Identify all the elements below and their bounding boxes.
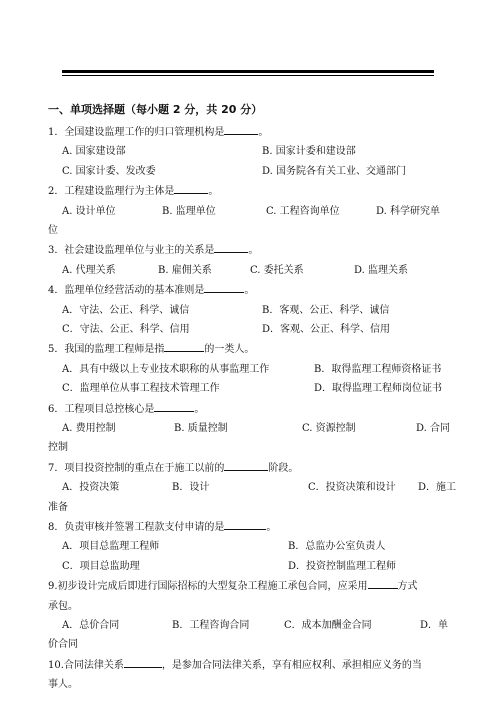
option-d[interactable]: D. 监理关系	[354, 264, 409, 276]
question-2-options	[48, 202, 458, 221]
option-c[interactable]: C．投资决策和设计	[308, 482, 396, 494]
question-6-options	[48, 419, 458, 438]
question-2-stem: 2．工程建设监理行为主体是 。	[48, 181, 458, 201]
question-3-stem: 3．社会建设监理单位与业主的关系是 。	[48, 240, 458, 260]
option-wrap: 控制	[48, 442, 68, 454]
section-title: 一、单项选择题（每小题 2 分，共 20 分）	[48, 103, 263, 116]
option-a[interactable]: A. 费用控制	[62, 422, 116, 434]
question-7-stem: 7．项目投资控制的重点在于施工以前的 阶段。	[48, 458, 458, 478]
option-a[interactable]: A．项目总监理工程师	[62, 541, 160, 553]
question-5-options	[48, 360, 458, 379]
option-d[interactable]: D．单	[420, 619, 449, 631]
option-b[interactable]: B．设计	[172, 482, 210, 494]
header-rule-thick	[62, 70, 434, 73]
answer-blank[interactable]	[154, 399, 194, 412]
option-b[interactable]: B. 国家计委和建设部	[262, 146, 356, 158]
option-c[interactable]: C. 工程咨询单位	[266, 205, 340, 217]
option-d[interactable]: D．施工	[418, 482, 457, 494]
question-3-options	[48, 261, 458, 280]
stem-wrap: 承包。	[48, 600, 78, 612]
answer-blank[interactable]	[224, 122, 258, 135]
question-4-options	[48, 301, 458, 320]
answer-blank[interactable]	[224, 458, 268, 471]
option-a[interactable]: A．总价合同	[62, 619, 120, 631]
question-8-stem: 8．负责审核并签署工程款支付申请的是 。	[48, 517, 458, 537]
stem-wrap: 事人。	[48, 679, 78, 691]
answer-blank[interactable]	[224, 517, 266, 530]
option-a[interactable]: A. 代理关系	[62, 264, 116, 276]
option-c[interactable]: C．项目总监助理	[62, 560, 140, 572]
question-6-stem: 6．工程项目总控核心是 。	[48, 399, 458, 419]
option-wrap: 价合同	[48, 639, 78, 651]
option-b[interactable]: B．客观、公正、科学、诚信	[262, 304, 390, 316]
question-9-options	[48, 616, 458, 635]
option-a[interactable]: A. 设计单位	[62, 205, 116, 217]
option-b[interactable]: B．取得监理工程师资格证书	[314, 363, 442, 375]
option-wrap: 准备	[48, 501, 68, 513]
question-4-stem: 4．监理单位经营活动的基本准则是 。	[48, 280, 458, 300]
option-a[interactable]: A. 国家建设部	[62, 146, 126, 158]
option-d[interactable]: D．投资控制监理工程师	[288, 560, 397, 572]
option-c[interactable]: C. 资源控制	[302, 422, 356, 434]
question-10-stem: 10.合同法律关系 ，是参加合同法律关系，享有相应权利、承担相应义务的当	[48, 655, 458, 675]
question-1-options	[48, 142, 458, 161]
option-d[interactable]: D. 科学研究单	[376, 205, 441, 217]
answer-blank[interactable]	[174, 181, 208, 194]
option-c[interactable]: C．监理单位从事工程技术管理工作	[62, 383, 220, 395]
option-c[interactable]: C. 委托关系	[250, 264, 304, 276]
option-b[interactable]: B．总监办公室负责人	[288, 541, 386, 553]
option-d[interactable]: D．取得监理工程师岗位证书	[314, 383, 443, 395]
question-8-options	[48, 537, 458, 556]
option-d[interactable]: D. 合同	[416, 422, 451, 434]
option-b[interactable]: B. 雇佣关系	[158, 264, 212, 276]
question-1-stem: 1．全国建设监理工作的归口管理机构是 。	[48, 122, 458, 142]
option-c[interactable]: C．守法、公正、科学、信用	[62, 323, 190, 335]
option-c[interactable]: C. 国家计委、发改委	[62, 165, 156, 177]
option-a[interactable]: A．投资决策	[62, 482, 120, 494]
answer-blank[interactable]	[124, 655, 162, 668]
option-d[interactable]: D．客观、公正、科学、信用	[262, 323, 391, 335]
option-b[interactable]: B．工程咨询合同	[172, 619, 250, 631]
option-a[interactable]: A．具有中级以上专业技术职称的从事监理工作	[62, 363, 270, 375]
option-b[interactable]: B. 质量控制	[174, 422, 228, 434]
answer-blank[interactable]	[164, 339, 204, 352]
question-5-stem: 5．我国的监理工程师是指 的一类人。	[48, 339, 458, 359]
option-d[interactable]: D. 国务院各有关工业、交通部门	[262, 165, 407, 177]
option-c[interactable]: C．成本加酬金合同	[284, 619, 372, 631]
option-wrap: 位	[48, 224, 58, 236]
answer-blank[interactable]	[214, 240, 248, 253]
header-rule-thin	[62, 75, 434, 76]
option-a[interactable]: A．守法、公正、科学、诚信	[62, 304, 190, 316]
option-b[interactable]: B. 监理单位	[162, 205, 216, 217]
question-9-stem: 9.初步设计完成后即进行国际招标的大型复杂工程施工承包合同，应采用 方式	[48, 576, 458, 596]
question-7-options	[48, 478, 458, 497]
answer-blank[interactable]	[204, 280, 244, 293]
exam-page	[48, 100, 458, 695]
answer-blank[interactable]	[368, 576, 398, 589]
